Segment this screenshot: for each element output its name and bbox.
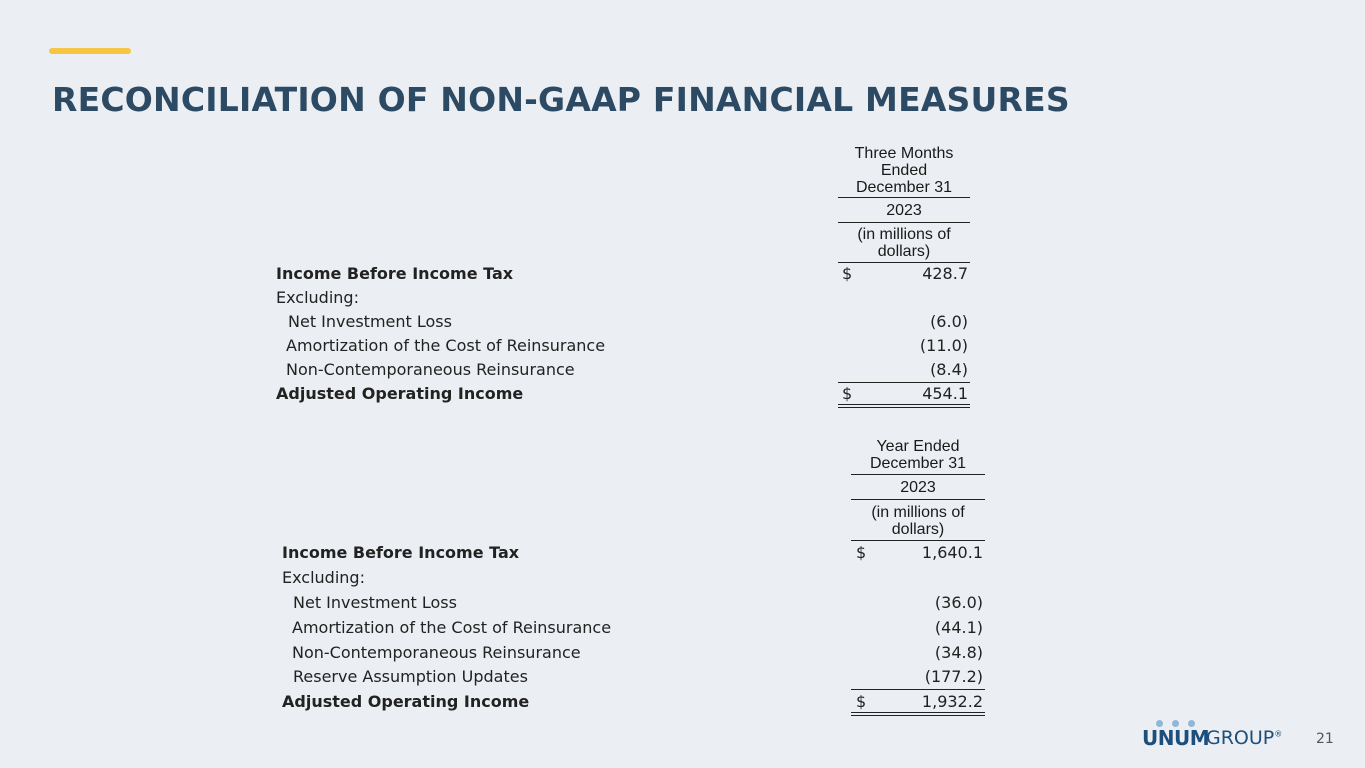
row-value: (177.2): [924, 667, 983, 686]
units-line: (in millions of: [857, 226, 951, 243]
row-value: 1,640.1: [921, 543, 983, 562]
total-double-rule: [838, 404, 970, 408]
row-value: 454.1: [922, 384, 968, 403]
currency-symbol: $: [856, 543, 867, 562]
logo-suffix-text: GROUP: [1206, 727, 1275, 749]
row-label: Amortization of the Cost of Reinsurance: [286, 336, 606, 355]
row-value: (8.4): [930, 360, 968, 379]
row-label: Net Investment Loss: [288, 312, 452, 331]
row-value: 428.7: [922, 264, 968, 283]
header-rule: [838, 262, 970, 263]
units-header: [851, 504, 985, 538]
unum-group-logo: [1142, 720, 1292, 748]
accent-bar: [49, 48, 131, 54]
logo-suffix: [1206, 727, 1282, 749]
period-header-line: Year Ended: [876, 438, 960, 455]
row-value: (11.0): [919, 336, 968, 355]
row-label: Adjusted Operating Income: [276, 384, 524, 403]
page-number: 21: [1316, 731, 1334, 747]
row-label: Non-Contemporaneous Reinsurance: [286, 360, 575, 379]
row-label: Net Investment Loss: [293, 593, 457, 612]
logo-brand: UNUM: [1142, 726, 1210, 750]
row-label: Income Before Income Tax: [276, 264, 514, 283]
page-title: RECONCILIATION OF NON-GAAP FINANCIAL MEASURES: [52, 80, 1070, 119]
row-label: Excluding:: [276, 288, 359, 307]
header-rule: [851, 540, 985, 541]
header-rule: [838, 197, 970, 198]
year-header: 2023: [900, 479, 936, 496]
period-header-line: December 31: [855, 179, 953, 196]
currency-symbol: $: [856, 692, 867, 711]
units-line: dollars): [891, 521, 945, 538]
currency-symbol: $: [842, 264, 853, 283]
row-label: Reserve Assumption Updates: [293, 667, 528, 686]
row-value: 1,932.2: [921, 692, 983, 711]
period-header-line: December 31: [869, 455, 967, 472]
period-header: [851, 438, 985, 472]
total-double-rule: [851, 712, 985, 716]
units-line: (in millions of: [871, 504, 965, 521]
period-header: [838, 145, 970, 196]
row-label: Income Before Income Tax: [282, 543, 520, 562]
units-line: dollars): [877, 243, 931, 260]
row-value: (44.1): [934, 618, 983, 637]
header-rule: [838, 222, 970, 223]
row-label: Excluding:: [282, 568, 365, 587]
row-label: Non-Contemporaneous Reinsurance: [292, 643, 581, 662]
row-label: Adjusted Operating Income: [282, 692, 530, 711]
units-header: [838, 226, 970, 260]
header-rule: [851, 474, 985, 475]
subtotal-rule: [851, 689, 985, 690]
subtotal-rule: [838, 382, 970, 383]
row-value: (36.0): [934, 593, 983, 612]
currency-symbol: $: [842, 384, 853, 403]
row-label: Amortization of the Cost of Reinsurance: [292, 618, 612, 637]
row-value: (34.8): [934, 643, 983, 662]
year-header: 2023: [886, 202, 922, 219]
header-rule: [851, 499, 985, 500]
row-value: (6.0): [930, 312, 968, 331]
period-header-line: Three Months: [854, 145, 954, 162]
registered-mark: ®: [1274, 729, 1283, 739]
period-header-line: Ended: [880, 162, 928, 179]
